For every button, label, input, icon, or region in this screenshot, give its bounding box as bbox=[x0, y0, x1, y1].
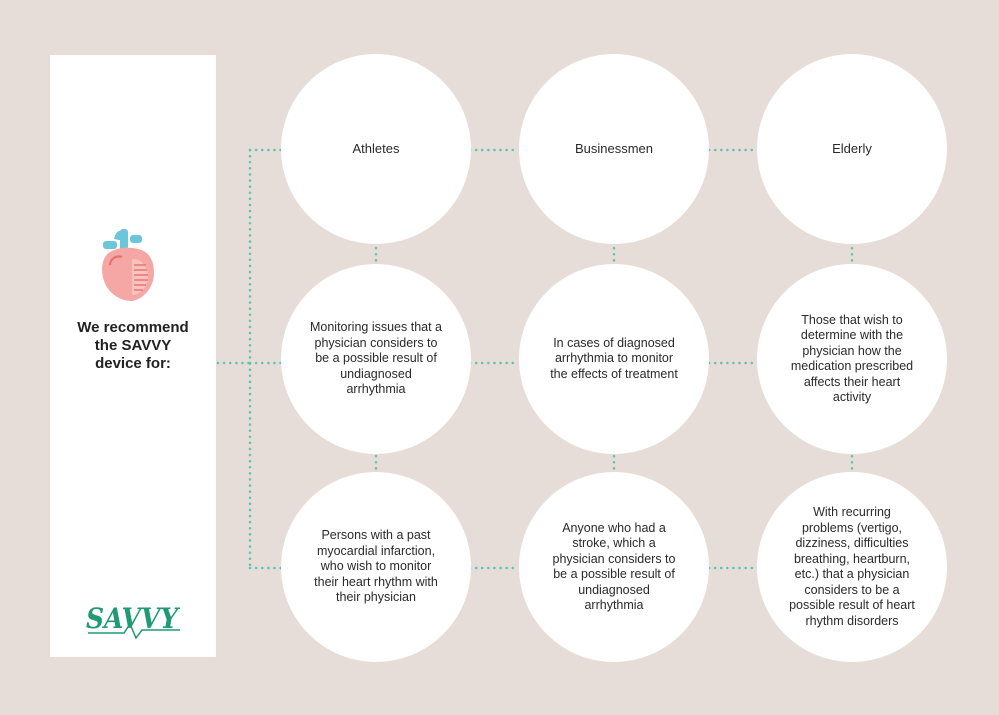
circle-elderly bbox=[757, 54, 947, 244]
headline bbox=[50, 319, 216, 373]
headline-line-3: device for: bbox=[95, 355, 171, 372]
circle-label: Anyone who had a stroke, which a physician considers to be a possible result of undiagnosed arrhythmia bbox=[552, 520, 676, 612]
circle-athletes bbox=[281, 54, 471, 244]
circle-label: Athletes bbox=[352, 141, 400, 157]
circle-label: In cases of diagnosed arrhythmia to monitor the effects of treatment bbox=[550, 335, 678, 381]
circle-label: Monitoring issues that a physician considers to be a possible result of undiagnosed arrhythmia bbox=[309, 320, 442, 397]
circle-label: Businessmen bbox=[574, 141, 654, 157]
circle-label: With recurring problems (vertigo, dizziness, difficulties breathing, heartburn, etc.) that a physician considers to be a possible result of heart rhythm disorders bbox=[789, 505, 915, 628]
circle-label: Persons with a past myocardial infarction, who wish to monitor their heart rhythm with their physician bbox=[314, 528, 438, 605]
circle-label: Elderly bbox=[832, 141, 872, 157]
circle-label: Those that wish to determine with the physician how the medication prescribed affects their heart activity bbox=[790, 312, 914, 404]
logo-text: SAVVY bbox=[86, 602, 181, 635]
circle-elderly-item-1 bbox=[757, 264, 947, 454]
circle-athletes-item-1 bbox=[281, 264, 471, 454]
circle-businessmen bbox=[519, 54, 709, 244]
headline-line-1: We recommend bbox=[77, 319, 189, 336]
headline-line-2: the SAVVY bbox=[94, 337, 172, 354]
circle-businessmen-item-2 bbox=[519, 472, 709, 662]
circle-athletes-item-2 bbox=[281, 472, 471, 662]
left-panel bbox=[50, 55, 216, 657]
circle-businessmen-item-1 bbox=[519, 264, 709, 454]
savvy-logo bbox=[84, 600, 184, 640]
circle-elderly-item-2 bbox=[757, 472, 947, 662]
heart-icon bbox=[98, 225, 160, 305]
